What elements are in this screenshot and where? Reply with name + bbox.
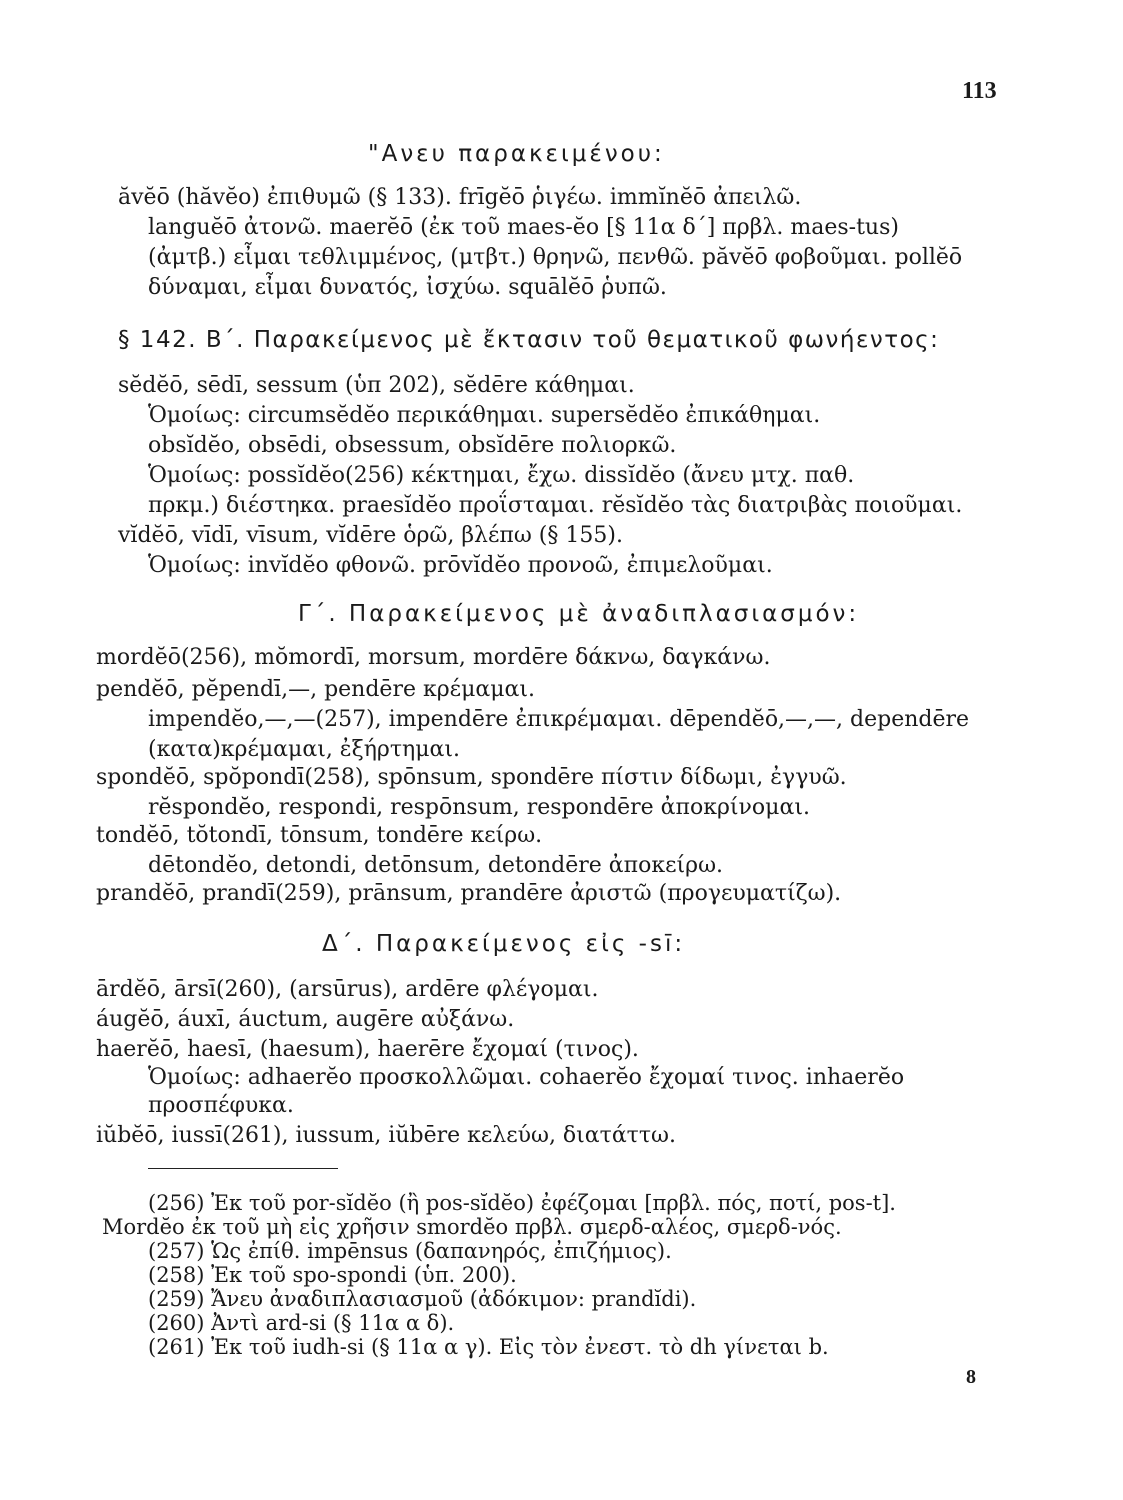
footnote-257: (257) Ὡς ἐπίθ. impēnsus (δαπανηρός, ἐπιζήμιος).	[148, 1239, 672, 1263]
footnote-256-continued: Mordĕo ἐκ τοῦ μὴ εἰς χρῆσιν smordĕo πρβλ. σμερδ-αλέος, σμερδ-νός.	[102, 1215, 842, 1239]
text-line: prandĕō, prandī(259), prānsum, prandēre ἀριστῶ (προγευματίζω).	[96, 881, 842, 906]
text-line: Ὁμοίως: invĭdĕo φθονῶ. prōvĭdĕo προνοῶ, ἐπιμελοῦμαι.	[148, 553, 773, 578]
text-line: Ὁμοίως: possĭdĕo(256) κέκτημαι, ἔχω. dissĭdĕo (ἄνευ μτχ. παθ.	[148, 463, 855, 488]
text-line: sĕdĕō, sēdī, sessum (ὑπ 202), sĕdēre κάθημαι.	[118, 373, 635, 398]
text-line: ārdĕō, ārsī(260), (arsūrus), ardēre φλέγομαι.	[96, 977, 599, 1002]
text-line: (ἀμτβ.) εἶμαι τεθλιμμένος, (μτβτ.) θρηνῶ, πενθῶ. păvĕō φοβοῦμαι. pollĕō	[148, 245, 963, 270]
section-heading-si-perfect: Δ΄. Παρακείμενος εἰς -sī:	[322, 931, 686, 957]
text-line: πρκμ.) διέστηκα. praesĭdĕo προΐσταμαι. rĕsĭdĕo τὰς διατριβὰς ποιοῦμαι.	[148, 493, 963, 518]
text-line: iŭbĕō, iussī(261), iussum, iŭbēre κελεύω, διατάττω.	[96, 1123, 676, 1148]
text-line: tondĕō, tŏtondī, tōnsum, tondēre κείρω.	[96, 823, 543, 848]
footnote-259: (259) Ἄνευ ἀναδιπλασιασμοῦ (ἀδόκιμον: prandĭdi).	[148, 1287, 697, 1311]
text-line: dētondĕo, detondi, detōnsum, detondēre ἀποκείρω.	[148, 853, 724, 878]
text-line: (κατα)κρέμαμαι, ἐξήρτημαι.	[148, 737, 460, 762]
text-line: ăvĕō (hăvĕo) ἐπιθυμῶ (§ 133). frīgĕō ῥιγέω. immĭnĕō ἀπειλῶ.	[118, 185, 802, 210]
footnote-256: (256) Ἐκ τοῦ por-sĭdĕo (ἢ pos-sĭdĕo) ἐφέζομαι [πρβλ. πός, ποτί, pos-t].	[148, 1191, 896, 1215]
text-line: vĭdĕō, vīdī, vīsum, vĭdēre ὁρῶ, βλέπω (§ 155).	[118, 523, 623, 548]
footnote-divider	[148, 1168, 338, 1169]
text-line: προσπέφυκα.	[148, 1093, 294, 1118]
section-heading-142: § 142. Β΄. Παρακείμενος μὲ ἔκτασιν τοῦ θεματικοῦ φωνήεντος:	[118, 327, 940, 353]
text-line: languĕō ἀτονῶ. maerĕō (ἐκ τοῦ maes-ĕo [§ 11α δ΄] πρβλ. maes-tus)	[148, 215, 899, 240]
text-line: pendĕō, pĕpendī,—, pendēre κρέμαμαι.	[96, 677, 535, 702]
text-line: impendĕo,—,—(257), impendēre ἐπικρέμαμαι. dēpendĕō,—,—, dependēre	[148, 707, 970, 732]
text-line: δύναμαι, εἶμαι δυνατός, ἰσχύω. squālĕō ῥυπῶ.	[148, 275, 667, 300]
page-number: 113	[962, 78, 997, 104]
text-line: haerĕō, haesī, (haesum), haerēre ἔχομαί (τινος).	[96, 1037, 639, 1062]
text-line: spondĕō, spŏpondī(258), spōnsum, spondēre πίστιν δίδωμι, ἐγγυῶ.	[96, 765, 847, 790]
footnote-261: (261) Ἐκ τοῦ iudh-si (§ 11α α γ). Εἰς τὸν ἐνεστ. τὸ dh γίνεται b.	[148, 1335, 829, 1359]
text-line: mordĕō(256), mŏmordī, morsum, mordēre δάκνω, δαγκάνω.	[96, 645, 771, 670]
text-line: rĕspondĕo, respondi, respōnsum, respondēre ἀποκρίνομαι.	[148, 795, 810, 820]
text-line: Ὁμοίως: circumsĕdĕo περικάθημαι. supersĕdĕo ἐπικάθημαι.	[148, 403, 821, 428]
text-line: Ὁμοίως: adhaerĕo προσκολλῶμαι. cohaerĕo ἔχομαί τινος. inhaerĕo	[148, 1065, 905, 1090]
footnote-258: (258) Ἐκ τοῦ spo-spondi (ὑπ. 200).	[148, 1263, 517, 1287]
section-heading-reduplication: Γ΄. Παρακείμενος μὲ ἀναδιπλασιασμόν:	[298, 601, 860, 627]
text-line: obsĭdĕo, obsēdi, obsessum, obsĭdēre πολιορκῶ.	[148, 433, 677, 458]
signature-mark: 8	[966, 1366, 976, 1388]
footnote-260: (260) Ἀντὶ ard-si (§ 11α α δ).	[148, 1311, 455, 1335]
section-heading-without-perfect: "Ανευ παρακειμένου:	[368, 141, 665, 167]
text-line: áugĕō, áuxī, áuctum, augēre αὐξάνω.	[96, 1007, 515, 1032]
